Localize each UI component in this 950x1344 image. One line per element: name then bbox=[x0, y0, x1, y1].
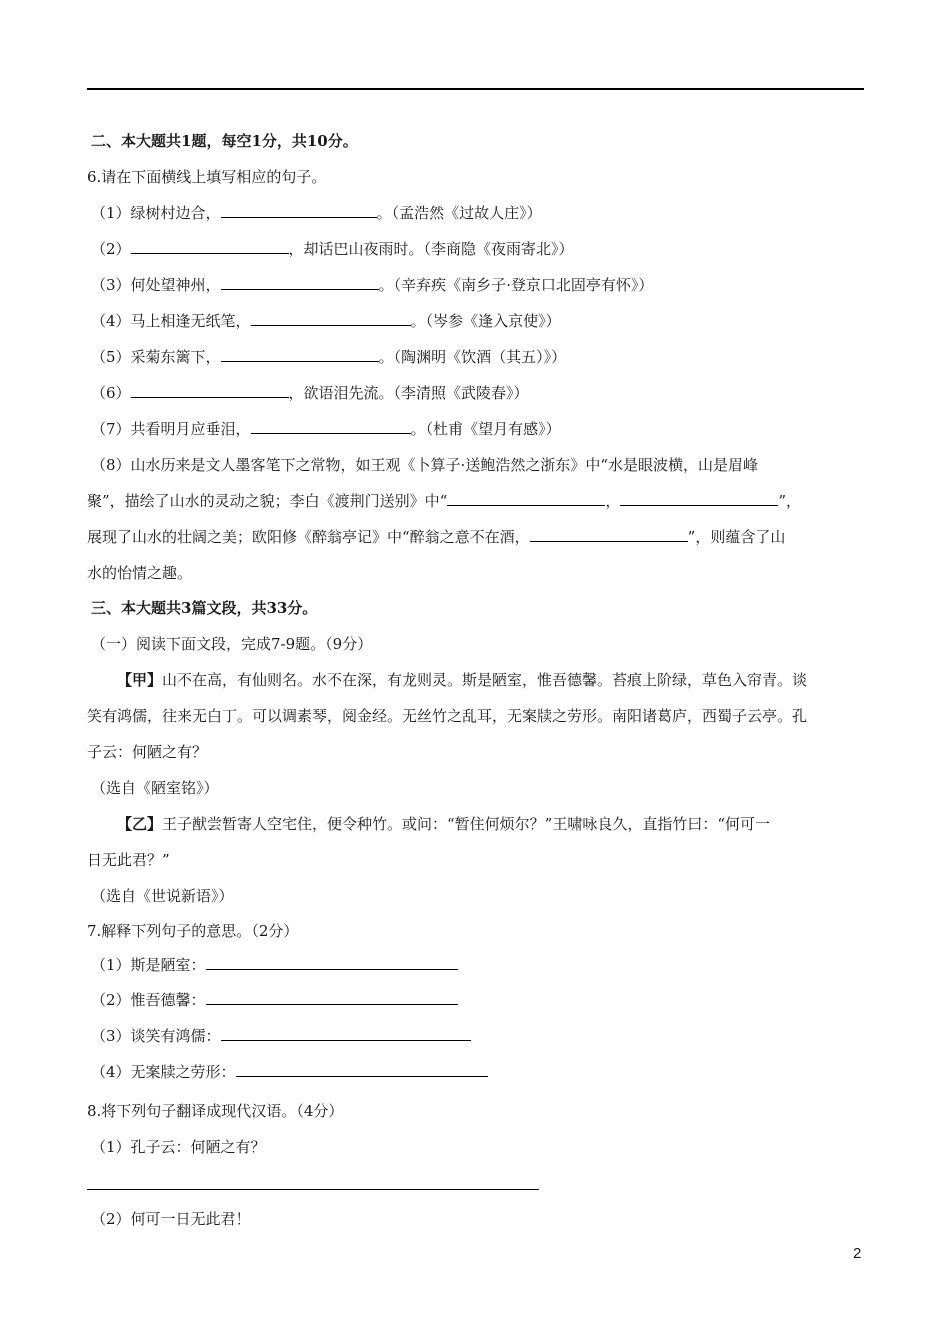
passage-jia-line1: 【甲】山不在高，有仙则名。水不在深，有龙则灵。斯是陋室，惟吾德馨。苔痕上阶绿，草色入帘青。谈 bbox=[117, 671, 808, 689]
q7-item-4: （4）无案牍之劳形： bbox=[91, 1062, 488, 1082]
passage-yi-source: （选自《世说新语》） bbox=[91, 887, 234, 905]
answer-blank[interactable] bbox=[221, 347, 379, 362]
section3-header: 三、本大题共3篇文段，共33分。 bbox=[91, 599, 318, 617]
page-number: 2 bbox=[853, 1245, 862, 1262]
q7-item-2: （2）惟吾德馨： bbox=[91, 990, 458, 1010]
passage-jia-line2: 笑有鸿儒，往来无白丁。可以调素琴，阅金经。无丝竹之乱耳，无案牍之劳形。南阳诸葛庐，西蜀子云亭。孔 bbox=[87, 707, 808, 725]
q7-item-3: （3）谈笑有鸿儒： bbox=[91, 1026, 471, 1046]
answer-blank[interactable] bbox=[221, 275, 379, 290]
answer-blank[interactable] bbox=[131, 383, 289, 398]
q8-item-2: （2）何可一日无此君！ bbox=[91, 1210, 251, 1228]
q6-item-8-line4: 水的怡情之趣。 bbox=[87, 564, 193, 582]
answer-blank[interactable] bbox=[221, 203, 377, 218]
q6-item-5: （5）采菊东篱下， 。（陶渊明《饮酒（其五）》） bbox=[91, 348, 567, 366]
answer-blank[interactable] bbox=[251, 311, 411, 326]
q6-item-8-line1: （8）山水历来是文人墨客笔下之常物，如王观《卜算子·送鲍浩然之浙东》中“水是眼波横，山是眉峰 bbox=[91, 456, 758, 474]
q8-title: 8.将下列句子翻译成现代汉语。（4分） bbox=[87, 1102, 344, 1120]
answer-blank[interactable] bbox=[236, 1062, 488, 1077]
q6-item-2: （2） ，却话巴山夜雨时。（李商隐《夜雨寄北》） bbox=[91, 240, 574, 258]
header-rule bbox=[87, 88, 864, 90]
answer-blank[interactable] bbox=[251, 419, 411, 434]
q6-item-6: （6） ，欲语泪先流。（李清照《武陵春》） bbox=[91, 384, 529, 402]
answer-blank[interactable] bbox=[530, 527, 688, 542]
answer-blank[interactable] bbox=[620, 491, 778, 506]
q6-item-3: （3）何处望神州， 。（辛弃疾《南乡子·登京口北固亭有怀》） bbox=[91, 276, 654, 294]
q6-item-8-line2: 聚”，描绘了山水的灵动之貌；李白《渡荆门送别》中“ ， ”， bbox=[87, 492, 802, 510]
q7-item-1: （1）斯是陋室： bbox=[91, 955, 458, 975]
q8-item-1: （1）孔子云：何陋之有？ bbox=[91, 1138, 266, 1156]
passage-yi-line2: 日无此君？” bbox=[87, 851, 170, 869]
answer-blank[interactable] bbox=[206, 955, 458, 970]
answer-line[interactable] bbox=[87, 1189, 539, 1190]
q7-title: 7.解释下列句子的意思。（2分） bbox=[87, 922, 299, 940]
answer-blank[interactable] bbox=[221, 1026, 471, 1041]
q6-item-4: （4）马上相逢无纸笔， 。（岑参《逢入京使》） bbox=[91, 312, 561, 330]
answer-blank[interactable] bbox=[447, 491, 605, 506]
passage-yi-line1: 【乙】王子猷尝暂寄人空宅住，便令种竹。或问：“暂住何烦尔？”王啸咏良久，直指竹曰：“何可一 bbox=[117, 815, 771, 833]
q6-item-7: （7）共看明月应垂泪， 。（杜甫《望月有感》） bbox=[91, 420, 561, 438]
q6-item-1: （1）绿树村边合， 。（孟浩然《过故人庄》） bbox=[91, 204, 542, 222]
q6-title: 6.请在下面横线上填写相应的句子。 bbox=[87, 168, 327, 186]
passage-jia-source: （选自《陋室铭》） bbox=[91, 779, 219, 797]
q6-item-8-line3: 展现了山水的壮阔之美；欧阳修《醉翁亭记》中“醉翁之意不在酒， ”，则蕴含了山 bbox=[87, 528, 786, 546]
passage-jia-line3: 子云：何陋之有？ bbox=[87, 743, 208, 761]
answer-blank[interactable] bbox=[131, 239, 289, 254]
answer-blank[interactable] bbox=[206, 990, 458, 1005]
section2-header: 二、本大题共1题，每空1分，共10分。 bbox=[91, 132, 358, 150]
part1-title: （一）阅读下面文段，完成7-9题。（9分） bbox=[91, 635, 373, 653]
